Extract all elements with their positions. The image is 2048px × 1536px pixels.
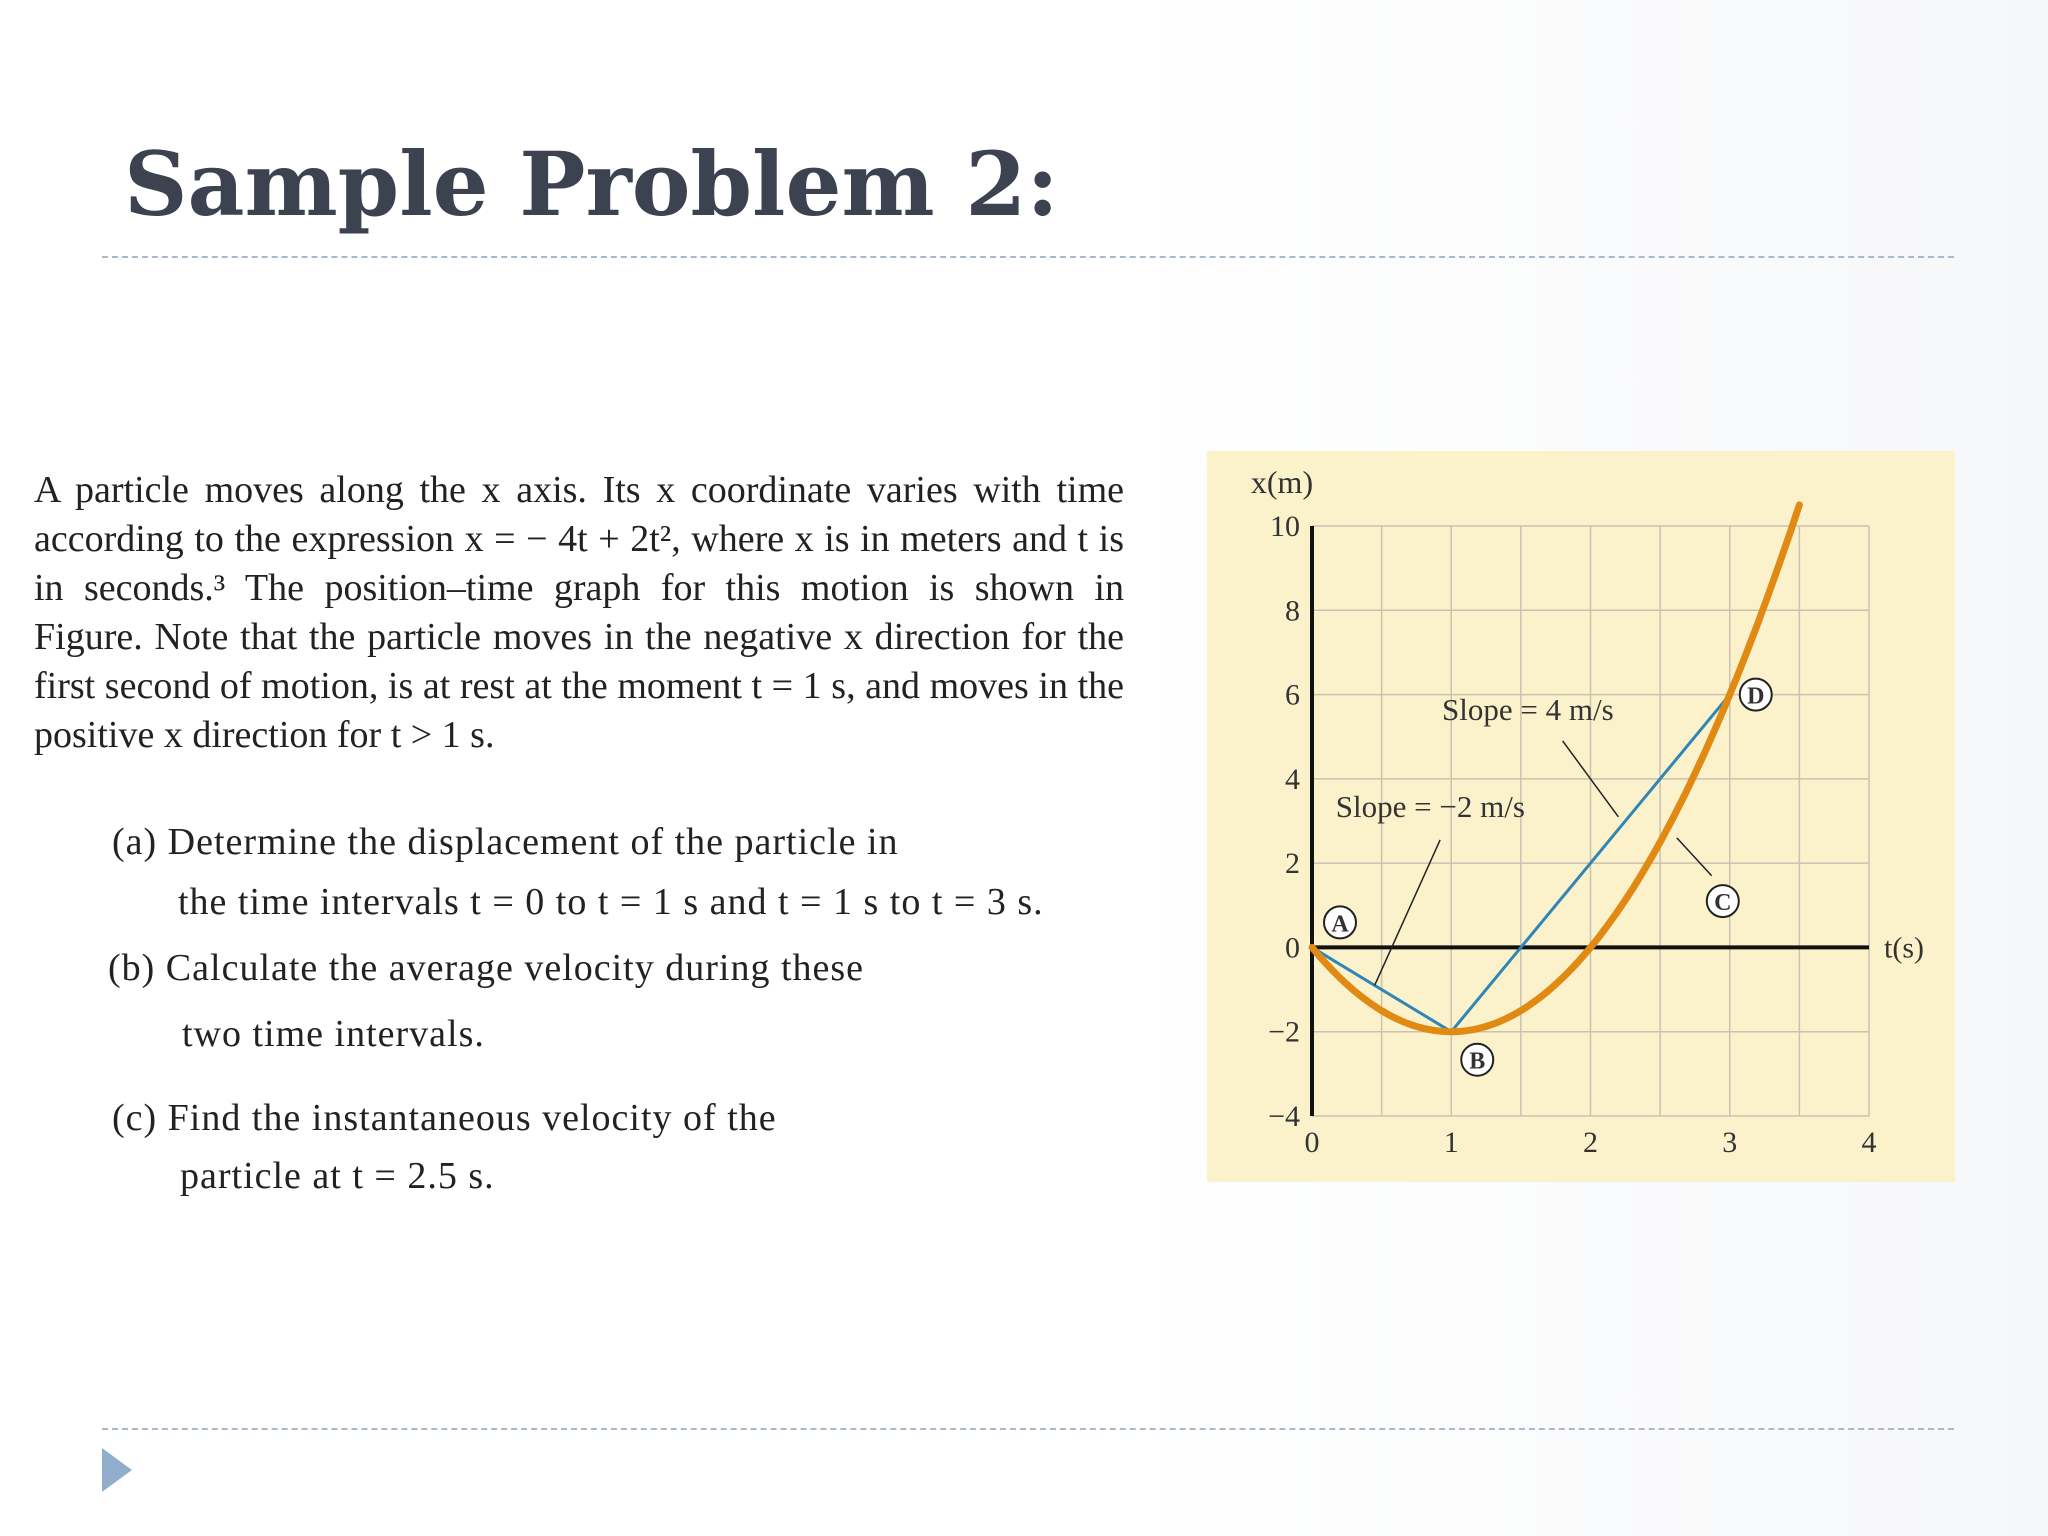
y-tick-label: −2 (1268, 1015, 1300, 1049)
slope-annotation-ab: Slope = −2 m/s (1335, 788, 1525, 824)
next-slide-arrow-icon[interactable] (102, 1448, 132, 1492)
point-label-c: C (1714, 890, 1732, 917)
slope-annotation-bd: Slope = 4 m/s (1442, 691, 1614, 727)
x-tick-label: 2 (1583, 1126, 1598, 1159)
problem-statement: A particle moves along the x axis. Its x coordinate varies with time according to the expression x = − 4t + 2t², where x is in meters and t is in seconds.³ The position–time graph for this motion is shown in Figure. Note that the particle moves in the negative x direction for the first second of motion, is at rest at the moment t = 1 s, and moves in the positive x direction for t > 1 s. (34, 469, 1124, 756)
point-c-leader (1677, 838, 1712, 876)
x-axis-label: t(s) (1884, 931, 1924, 965)
y-tick-label: 8 (1285, 594, 1300, 628)
y-axis-label: x(m) (1250, 464, 1314, 500)
top-divider (102, 256, 1954, 258)
y-tick-label: 2 (1285, 847, 1300, 881)
x-tick-label: 1 (1443, 1126, 1459, 1159)
bottom-divider (102, 1428, 1954, 1430)
part-c-line-2: particle at t = 2.5 s. (180, 1155, 495, 1197)
y-tick-label: 10 (1270, 510, 1300, 543)
position-curve (1312, 505, 1799, 1032)
part-a-line-1: (a) Determine the displacement of the particle in (112, 821, 899, 863)
y-tick-label: 6 (1285, 678, 1300, 712)
x-tick-label: 4 (1861, 1126, 1877, 1159)
x-tick-label: 0 (1304, 1126, 1320, 1159)
y-tick-label: 4 (1285, 762, 1300, 796)
point-label-a: A (1331, 911, 1349, 938)
position-time-chart (1207, 451, 1955, 1182)
part-b-line-2: two time intervals. (182, 1013, 485, 1055)
slide-title: Sample Problem 2: (124, 132, 1059, 236)
slope-ab-leader (1375, 840, 1440, 985)
point-label-d: D (1747, 683, 1765, 710)
y-tick-label: 0 (1285, 931, 1300, 965)
x-tick-label: 3 (1722, 1126, 1738, 1159)
part-b-line-1: (b) Calculate the average velocity during these (108, 947, 865, 989)
part-a-line-2: the time intervals t = 0 to t = 1 s and t = 1 s to t = 3 s. (178, 881, 1044, 923)
part-c-line-1: (c) Find the instantaneous velocity of the (112, 1097, 777, 1139)
position-time-figure (1207, 451, 1955, 1182)
y-tick-label: −4 (1268, 1100, 1300, 1133)
point-label-b: B (1469, 1048, 1486, 1075)
